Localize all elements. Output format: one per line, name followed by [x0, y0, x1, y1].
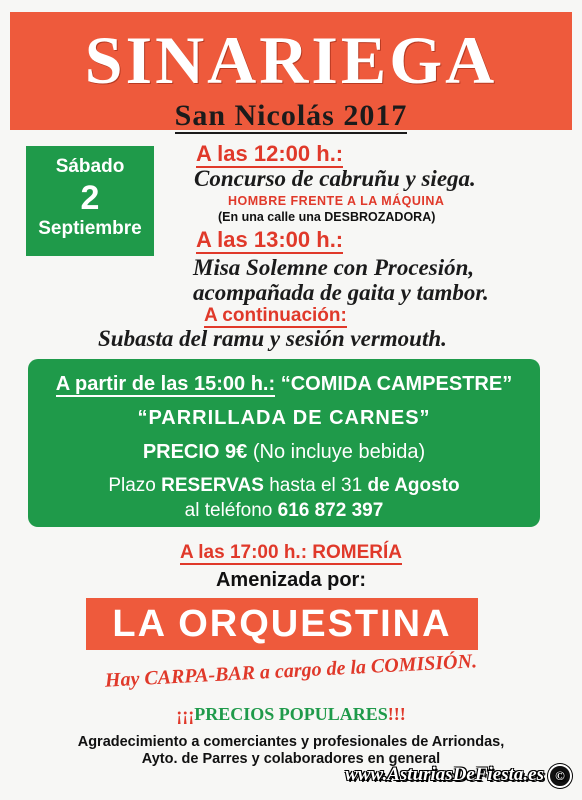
- time-heading-1: [196, 142, 343, 166]
- poster-subtitle: [10, 100, 572, 132]
- romeria-heading: [0, 542, 582, 564]
- price-label: PRECIO 9€: [142, 441, 248, 463]
- lunch-price: [28, 441, 540, 464]
- event-3: Subasta del ramu y sesión vermouth.: [98, 326, 447, 351]
- date-number: 2: [80, 179, 100, 217]
- time-heading-3: [204, 304, 347, 328]
- watermark: [345, 764, 572, 788]
- romeria-text: A las 17:00 h.: ROMERÍA: [179, 542, 403, 563]
- event-1: Concurso de cabruñu y siega.: [194, 166, 476, 191]
- thanks-line-2: Ayto. de Parres y colaboradores en general: [141, 751, 441, 767]
- band-name: LA ORQUESTINA: [86, 598, 478, 650]
- precios-text: PRECIOS POPULARES: [194, 704, 388, 724]
- subtitle-text: San Nicolás 2017: [174, 99, 408, 132]
- phone-label: al teléfono: [184, 500, 273, 521]
- event-2-line-2: acompañada de gaita y tambor.: [193, 280, 489, 305]
- acknowledgements: [0, 734, 582, 768]
- watermark-text: www.AsturiasDeFiesta.es: [345, 764, 544, 785]
- precios-excl-start: ¡¡¡: [176, 704, 195, 724]
- poster-title: SINARIEGA: [84, 22, 498, 98]
- event-2-line-1: Misa Solemne con Procesión,: [193, 255, 475, 280]
- reserve-month: de Agosto: [367, 475, 460, 496]
- date-box: [26, 146, 154, 256]
- date-month: Septiembre: [38, 218, 142, 239]
- thanks-line-1: Agradecimiento a comerciantes y profesionales de Arriondas,: [77, 734, 505, 750]
- lunch-heading: [28, 373, 540, 396]
- phone-line: [28, 500, 540, 522]
- phone-number: 616 872 397: [277, 500, 384, 521]
- date-day: Sábado: [55, 156, 125, 177]
- reserve-word: RESERVAS: [161, 475, 264, 496]
- copyright-icon: ©: [548, 764, 572, 788]
- precios-populares: [0, 704, 582, 725]
- amenizada-label: Amenizada por:: [215, 569, 367, 591]
- event-1-note-1: HOMBRE FRENTE A LA MÁQUINA: [228, 194, 445, 208]
- reserve-prefix: Plazo: [108, 475, 156, 496]
- time-heading-1-text: A las 12:00 h.:: [196, 141, 344, 166]
- event-1-note-2: (En una calle una DESBROZADORA): [218, 210, 436, 224]
- time-heading-2-text: A las 13:00 h.:: [196, 227, 344, 252]
- lunch-box: [28, 359, 540, 527]
- price-note: (No incluye bebida): [252, 441, 426, 463]
- time-heading-3-text: A continuación:: [204, 305, 347, 326]
- carpa-notice: Hay CARPA-BAR a cargo de la COMISIÓN.: [104, 650, 478, 692]
- title-banner: [10, 12, 572, 130]
- lunch-subtitle: “PARRILLADA DE CARNES”: [137, 407, 431, 429]
- reservation-line: [28, 475, 540, 497]
- time-heading-2: [196, 228, 343, 252]
- reserve-mid: hasta el 31: [269, 475, 363, 496]
- lunch-time: A partir de las 15:00 h.:: [55, 373, 276, 395]
- precios-excl-end: !!!: [387, 704, 406, 724]
- lunch-title: “COMIDA CAMPESTRE”: [280, 373, 513, 395]
